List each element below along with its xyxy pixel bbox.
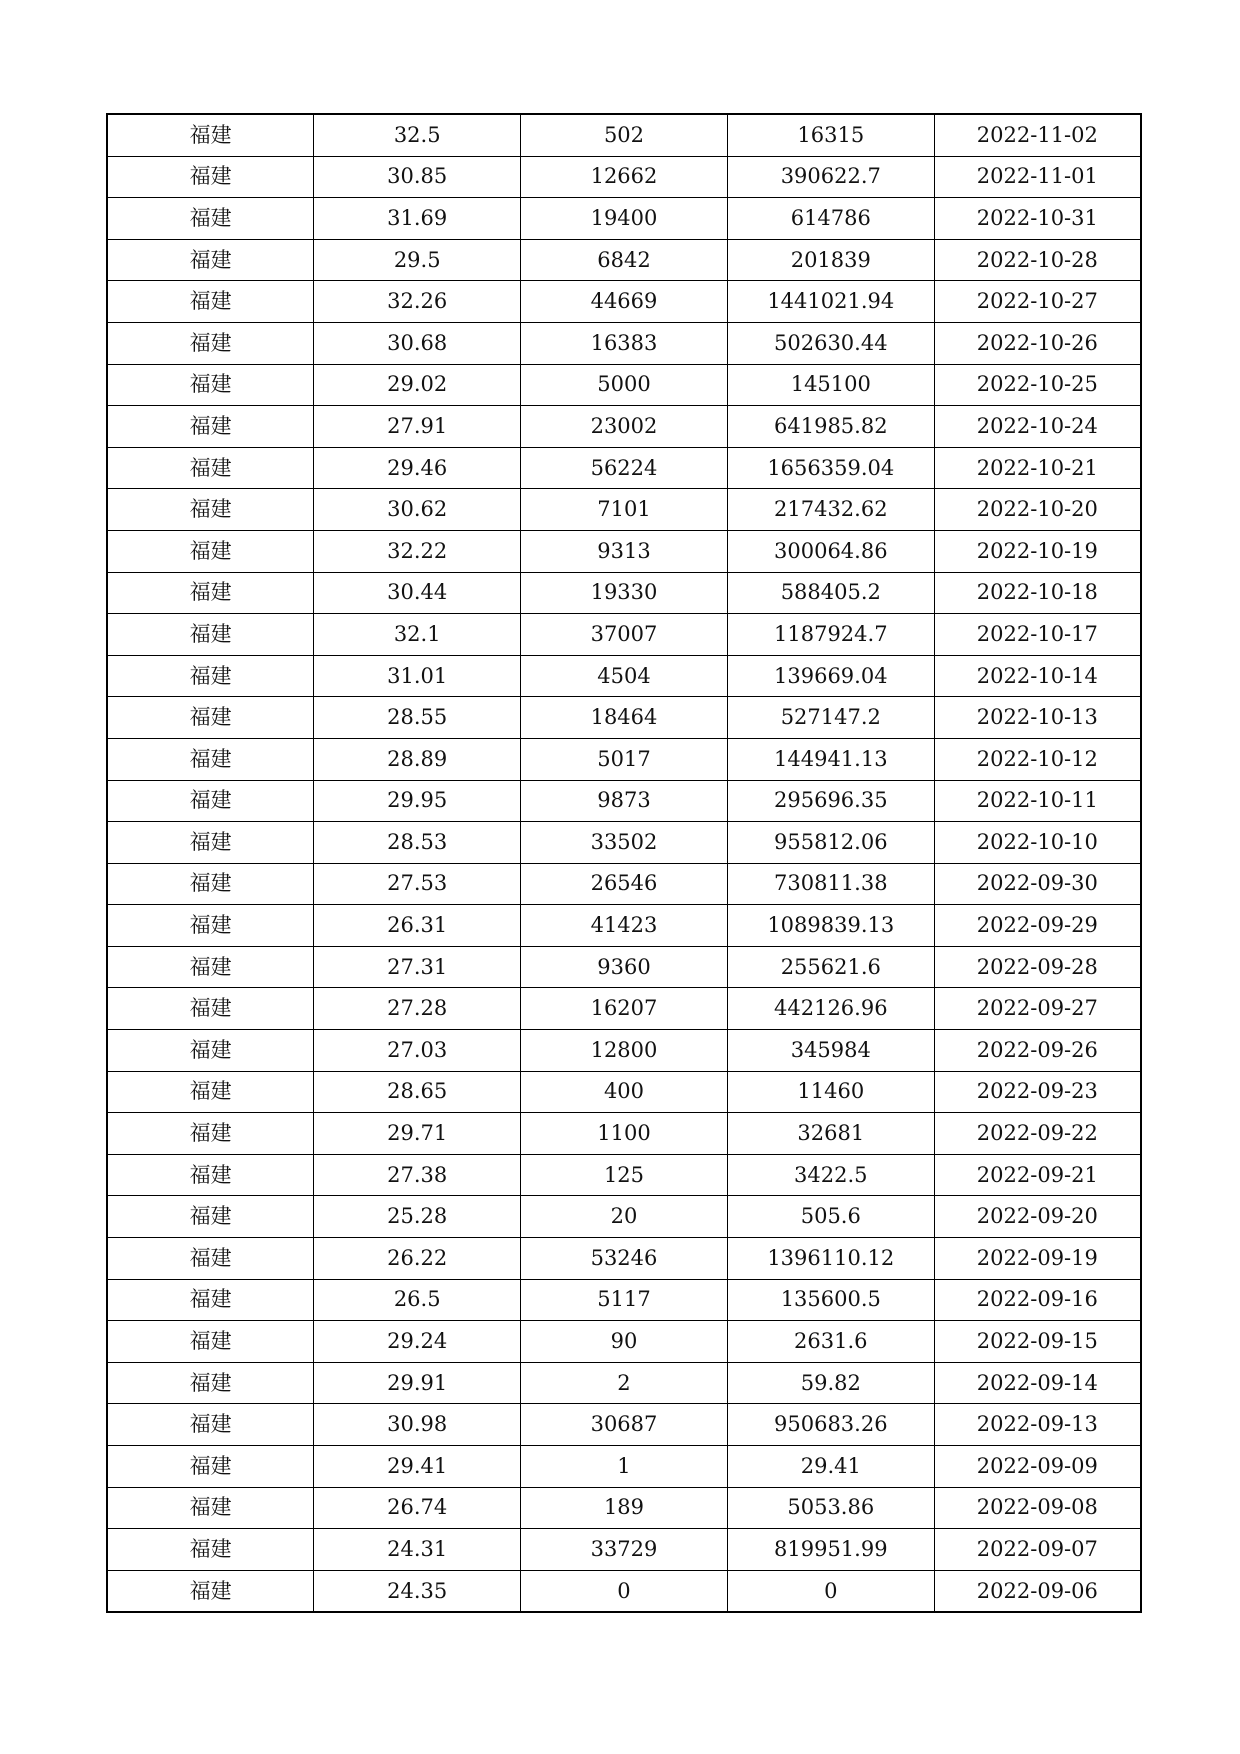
volume-cell: 9313 (521, 530, 728, 572)
region-cell: 福建 (107, 364, 314, 406)
volume-cell: 189 (521, 1487, 728, 1529)
volume-cell: 5117 (521, 1279, 728, 1321)
table-row (107, 1529, 1141, 1571)
amount-cell: 390622.7 (727, 156, 934, 198)
volume-cell: 4504 (521, 655, 728, 697)
table-row (107, 114, 1141, 156)
price-cell: 31.69 (314, 198, 521, 240)
region-cell: 福建 (107, 1446, 314, 1488)
table-row (107, 655, 1141, 697)
volume-cell: 19400 (521, 198, 728, 240)
price-cell: 28.53 (314, 822, 521, 864)
table-row (107, 738, 1141, 780)
table-row (107, 156, 1141, 198)
volume-cell: 0 (521, 1570, 728, 1612)
price-cell: 32.22 (314, 530, 521, 572)
date-cell: 2022-11-01 (934, 156, 1141, 198)
table-row (107, 1404, 1141, 1446)
price-cell: 27.38 (314, 1154, 521, 1196)
table-row (107, 905, 1141, 947)
price-cell: 27.31 (314, 946, 521, 988)
table-row (107, 322, 1141, 364)
date-cell: 2022-09-20 (934, 1196, 1141, 1238)
table-row (107, 530, 1141, 572)
date-cell: 2022-10-10 (934, 822, 1141, 864)
region-cell: 福建 (107, 822, 314, 864)
price-cell: 26.5 (314, 1279, 521, 1321)
volume-cell: 12800 (521, 1030, 728, 1072)
date-cell: 2022-10-11 (934, 780, 1141, 822)
table-row (107, 1154, 1141, 1196)
date-cell: 2022-09-06 (934, 1570, 1141, 1612)
date-cell: 2022-09-28 (934, 946, 1141, 988)
region-cell: 福建 (107, 322, 314, 364)
table-row (107, 1362, 1141, 1404)
amount-cell: 2631.6 (727, 1321, 934, 1363)
volume-cell: 1100 (521, 1113, 728, 1155)
date-cell: 2022-09-15 (934, 1321, 1141, 1363)
region-cell: 福建 (107, 780, 314, 822)
date-cell: 2022-10-18 (934, 572, 1141, 614)
date-cell: 2022-09-30 (934, 863, 1141, 905)
table-row (107, 822, 1141, 864)
price-cell: 29.71 (314, 1113, 521, 1155)
date-cell: 2022-10-24 (934, 406, 1141, 448)
price-cell: 28.65 (314, 1071, 521, 1113)
region-cell: 福建 (107, 1570, 314, 1612)
region-cell: 福建 (107, 614, 314, 656)
price-cell: 27.03 (314, 1030, 521, 1072)
region-cell: 福建 (107, 1071, 314, 1113)
region-cell: 福建 (107, 198, 314, 240)
volume-cell: 30687 (521, 1404, 728, 1446)
date-cell: 2022-09-09 (934, 1446, 1141, 1488)
region-cell: 福建 (107, 1529, 314, 1571)
region-cell: 福建 (107, 697, 314, 739)
region-cell: 福建 (107, 156, 314, 198)
amount-cell: 3422.5 (727, 1154, 934, 1196)
amount-cell: 1089839.13 (727, 905, 934, 947)
date-cell: 2022-09-22 (934, 1113, 1141, 1155)
price-cell: 27.28 (314, 988, 521, 1030)
table-row (107, 1446, 1141, 1488)
table-row (107, 780, 1141, 822)
date-cell: 2022-09-29 (934, 905, 1141, 947)
date-cell: 2022-09-27 (934, 988, 1141, 1030)
amount-cell: 1187924.7 (727, 614, 934, 656)
volume-cell: 9360 (521, 946, 728, 988)
amount-cell: 0 (727, 1570, 934, 1612)
price-cell: 31.01 (314, 655, 521, 697)
volume-cell: 400 (521, 1071, 728, 1113)
price-cell: 26.22 (314, 1238, 521, 1280)
volume-cell: 9873 (521, 780, 728, 822)
date-cell: 2022-09-26 (934, 1030, 1141, 1072)
table-row (107, 1321, 1141, 1363)
price-cell: 30.68 (314, 322, 521, 364)
region-cell: 福建 (107, 1321, 314, 1363)
volume-cell: 19330 (521, 572, 728, 614)
table-row (107, 1113, 1141, 1155)
date-cell: 2022-10-20 (934, 489, 1141, 531)
table-row (107, 447, 1141, 489)
price-cell: 27.53 (314, 863, 521, 905)
region-cell: 福建 (107, 738, 314, 780)
amount-cell: 201839 (727, 239, 934, 281)
amount-cell: 950683.26 (727, 1404, 934, 1446)
price-cell: 27.91 (314, 406, 521, 448)
amount-cell: 345984 (727, 1030, 934, 1072)
price-cell: 28.55 (314, 697, 521, 739)
amount-cell: 217432.62 (727, 489, 934, 531)
date-cell: 2022-09-16 (934, 1279, 1141, 1321)
region-cell: 福建 (107, 1279, 314, 1321)
amount-cell: 730811.38 (727, 863, 934, 905)
date-cell: 2022-09-23 (934, 1071, 1141, 1113)
table-row (107, 281, 1141, 323)
price-cell: 26.74 (314, 1487, 521, 1529)
price-cell: 29.5 (314, 239, 521, 281)
price-cell: 26.31 (314, 905, 521, 947)
amount-cell: 255621.6 (727, 946, 934, 988)
amount-cell: 1396110.12 (727, 1238, 934, 1280)
region-cell: 福建 (107, 946, 314, 988)
date-cell: 2022-10-17 (934, 614, 1141, 656)
table-row (107, 863, 1141, 905)
volume-cell: 16207 (521, 988, 728, 1030)
amount-cell: 32681 (727, 1113, 934, 1155)
table-row (107, 1279, 1141, 1321)
table-row (107, 946, 1141, 988)
amount-cell: 819951.99 (727, 1529, 934, 1571)
table-row (107, 1487, 1141, 1529)
amount-cell: 295696.35 (727, 780, 934, 822)
volume-cell: 125 (521, 1154, 728, 1196)
volume-cell: 56224 (521, 447, 728, 489)
region-cell: 福建 (107, 239, 314, 281)
region-cell: 福建 (107, 406, 314, 448)
region-cell: 福建 (107, 572, 314, 614)
volume-cell: 12662 (521, 156, 728, 198)
amount-cell: 1656359.04 (727, 447, 934, 489)
volume-cell: 44669 (521, 281, 728, 323)
volume-cell: 2 (521, 1362, 728, 1404)
price-cell: 30.85 (314, 156, 521, 198)
volume-cell: 33729 (521, 1529, 728, 1571)
volume-cell: 18464 (521, 697, 728, 739)
table-row (107, 489, 1141, 531)
volume-cell: 20 (521, 1196, 728, 1238)
table-row (107, 198, 1141, 240)
date-cell: 2022-10-12 (934, 738, 1141, 780)
region-cell: 福建 (107, 1362, 314, 1404)
date-cell: 2022-10-21 (934, 447, 1141, 489)
amount-cell: 29.41 (727, 1446, 934, 1488)
volume-cell: 53246 (521, 1238, 728, 1280)
date-cell: 2022-09-07 (934, 1529, 1141, 1571)
table-row (107, 697, 1141, 739)
table-row (107, 1238, 1141, 1280)
region-cell: 福建 (107, 863, 314, 905)
price-cell: 30.44 (314, 572, 521, 614)
date-cell: 2022-10-31 (934, 198, 1141, 240)
table-row (107, 364, 1141, 406)
amount-cell: 442126.96 (727, 988, 934, 1030)
volume-cell: 37007 (521, 614, 728, 656)
amount-cell: 505.6 (727, 1196, 934, 1238)
volume-cell: 90 (521, 1321, 728, 1363)
price-cell: 29.41 (314, 1446, 521, 1488)
amount-cell: 11460 (727, 1071, 934, 1113)
price-cell: 30.98 (314, 1404, 521, 1446)
region-cell: 福建 (107, 1238, 314, 1280)
price-cell: 29.46 (314, 447, 521, 489)
price-cell: 32.26 (314, 281, 521, 323)
volume-cell: 5017 (521, 738, 728, 780)
price-cell: 29.95 (314, 780, 521, 822)
volume-cell: 41423 (521, 905, 728, 947)
table-body (107, 114, 1141, 1612)
price-cell: 29.24 (314, 1321, 521, 1363)
region-cell: 福建 (107, 114, 314, 156)
amount-cell: 527147.2 (727, 697, 934, 739)
table-row (107, 1030, 1141, 1072)
date-cell: 2022-09-13 (934, 1404, 1141, 1446)
volume-cell: 16383 (521, 322, 728, 364)
amount-cell: 16315 (727, 114, 934, 156)
table-row (107, 239, 1141, 281)
volume-cell: 5000 (521, 364, 728, 406)
date-cell: 2022-10-19 (934, 530, 1141, 572)
amount-cell: 145100 (727, 364, 934, 406)
amount-cell: 955812.06 (727, 822, 934, 864)
region-cell: 福建 (107, 905, 314, 947)
volume-cell: 33502 (521, 822, 728, 864)
volume-cell: 502 (521, 114, 728, 156)
region-cell: 福建 (107, 1113, 314, 1155)
region-cell: 福建 (107, 489, 314, 531)
price-cell: 32.5 (314, 114, 521, 156)
date-cell: 2022-10-14 (934, 655, 1141, 697)
volume-cell: 7101 (521, 489, 728, 531)
volume-cell: 23002 (521, 406, 728, 448)
price-cell: 30.62 (314, 489, 521, 531)
price-cell: 24.31 (314, 1529, 521, 1571)
table-row (107, 1071, 1141, 1113)
price-cell: 24.35 (314, 1570, 521, 1612)
date-cell: 2022-09-19 (934, 1238, 1141, 1280)
region-cell: 福建 (107, 1154, 314, 1196)
table-row (107, 406, 1141, 448)
price-cell: 25.28 (314, 1196, 521, 1238)
date-cell: 2022-10-13 (934, 697, 1141, 739)
region-cell: 福建 (107, 1487, 314, 1529)
amount-cell: 59.82 (727, 1362, 934, 1404)
table-row (107, 1196, 1141, 1238)
table-row (107, 988, 1141, 1030)
document-page (106, 113, 1140, 1613)
volume-cell: 1 (521, 1446, 728, 1488)
region-cell: 福建 (107, 530, 314, 572)
amount-cell: 641985.82 (727, 406, 934, 448)
date-cell: 2022-09-08 (934, 1487, 1141, 1529)
amount-cell: 1441021.94 (727, 281, 934, 323)
date-cell: 2022-10-28 (934, 239, 1141, 281)
region-cell: 福建 (107, 1030, 314, 1072)
date-cell: 2022-10-25 (934, 364, 1141, 406)
price-cell: 29.91 (314, 1362, 521, 1404)
amount-cell: 139669.04 (727, 655, 934, 697)
table-row (107, 572, 1141, 614)
amount-cell: 5053.86 (727, 1487, 934, 1529)
volume-cell: 6842 (521, 239, 728, 281)
region-cell: 福建 (107, 655, 314, 697)
region-cell: 福建 (107, 988, 314, 1030)
table-row (107, 614, 1141, 656)
amount-cell: 300064.86 (727, 530, 934, 572)
price-cell: 29.02 (314, 364, 521, 406)
data-table (106, 113, 1142, 1613)
price-cell: 32.1 (314, 614, 521, 656)
date-cell: 2022-10-27 (934, 281, 1141, 323)
date-cell: 2022-11-02 (934, 114, 1141, 156)
region-cell: 福建 (107, 447, 314, 489)
region-cell: 福建 (107, 1404, 314, 1446)
region-cell: 福建 (107, 281, 314, 323)
price-cell: 28.89 (314, 738, 521, 780)
amount-cell: 588405.2 (727, 572, 934, 614)
date-cell: 2022-09-14 (934, 1362, 1141, 1404)
table-row (107, 1570, 1141, 1612)
date-cell: 2022-10-26 (934, 322, 1141, 364)
date-cell: 2022-09-21 (934, 1154, 1141, 1196)
volume-cell: 26546 (521, 863, 728, 905)
amount-cell: 614786 (727, 198, 934, 240)
amount-cell: 502630.44 (727, 322, 934, 364)
amount-cell: 144941.13 (727, 738, 934, 780)
amount-cell: 135600.5 (727, 1279, 934, 1321)
region-cell: 福建 (107, 1196, 314, 1238)
